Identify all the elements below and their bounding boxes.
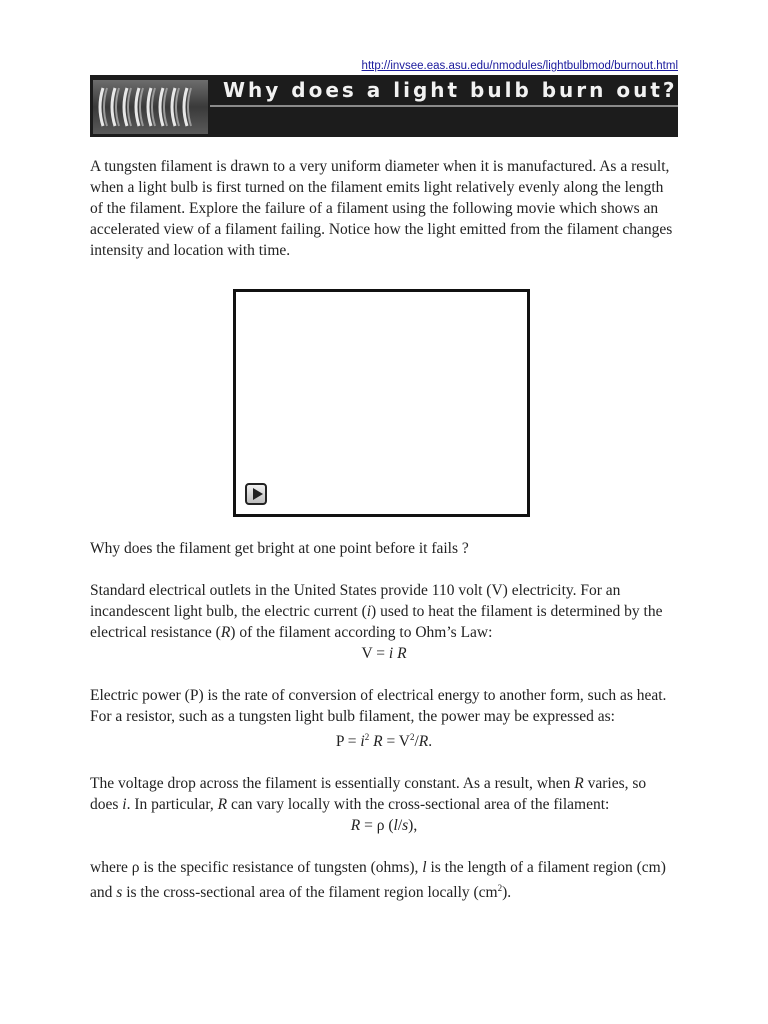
play-icon[interactable] bbox=[245, 483, 267, 505]
title-banner bbox=[90, 75, 678, 137]
banner-divider bbox=[210, 105, 678, 107]
page-title: Why does a light bulb burn out? bbox=[223, 78, 678, 102]
article-body bbox=[90, 156, 678, 903]
movie-player[interactable] bbox=[233, 289, 530, 517]
where-paragraph: where ρ is the specific resistance of tungsten (ohms), l is the length of a filament region (cm) and s is the cross-sectional area of the filament region locally $(cm^2)$. bbox=[90, 859, 666, 902]
ohm-equation: V = i R bbox=[361, 645, 407, 662]
question-paragraph: Why does the filament get bright at one point before it fails ? bbox=[90, 540, 469, 557]
intro-paragraph: A tungsten filament is drawn to a very uniform diameter when it is manufactured. As a result, when a light bulb is first turned on the filament emits light relatively evenly along the length of the filament. Explore the failure of a filament using the following movie which shows an accelerated view of a filament failing. Notice how the light emitted from the filament changes intensity and location with time. bbox=[90, 158, 673, 259]
source-url-link[interactable]: http://invsee.eas.asu.edu/nmodules/lightbulbmod/burnout.html bbox=[361, 60, 678, 72]
power-equation: $P = i^2$ $R = V^2/R$. bbox=[335, 732, 433, 751]
filament-coil-logo bbox=[93, 80, 208, 134]
resistance-equation: R = ρ (l/s), bbox=[350, 817, 418, 835]
power-paragraph: Electric power (P) is the rate of conversion of electrical energy to another form, such as heat. For a resistor, such as a tungsten light bulb filament, the power may be expressed as: bbox=[90, 687, 667, 725]
voltage-paragraph: The voltage drop across the filament is essentially constant. As a result, when R varies, so does i. In particular, R can vary locally with the cross-sectional area of the filament: bbox=[90, 775, 647, 814]
ohm-paragraph: Standard electrical outlets in the United States provide 110 volt (V) electricity. For an incandescent light bulb, the electric current (i) used to heat the filament is determined by the electrical resistance (R) of the filament according to Ohm’s Law: bbox=[90, 582, 663, 641]
